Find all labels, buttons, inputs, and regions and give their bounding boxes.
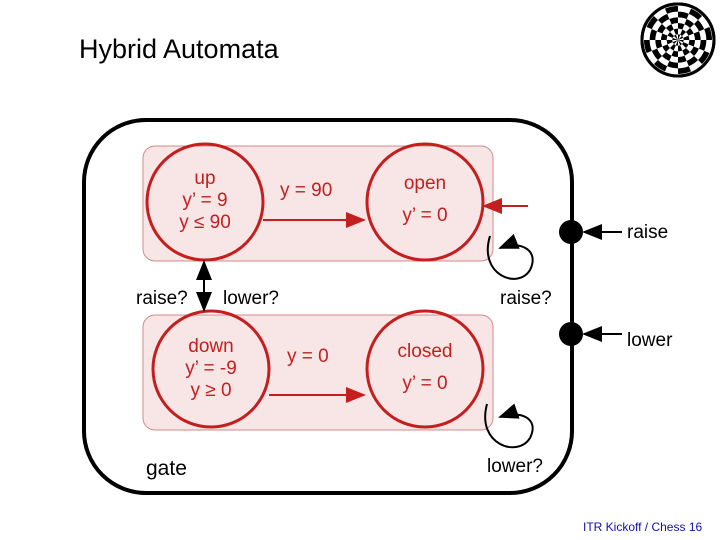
state-open-name: open [403,173,447,194]
checkered-disc-icon [642,4,714,76]
state-down-name: down [188,336,234,357]
event-lower-left: lower? [223,288,279,309]
state-closed-label [385,336,465,400]
guard-up-to-open: y = 90 [280,180,333,201]
state-up-name: up [194,168,216,189]
state-closed-flow: y’ = 0 [402,373,448,394]
automaton-name: gate [146,457,187,480]
port-lower [559,322,583,346]
state-up-flow: y’ = 9 [182,190,228,211]
port-raise [559,220,583,244]
selfloop-open [488,236,533,279]
state-down-flow: y’ = -9 [185,358,237,379]
state-down-label [171,336,251,402]
port-lower-label: lower [627,330,673,351]
slide-title: Hybrid Automata [79,34,279,64]
guard-down-to-closed: y = 0 [287,346,329,367]
port-raise-label: raise [627,222,669,243]
event-lower-self: lower? [487,456,543,477]
page-number: 16 [688,520,703,534]
state-closed-name: closed [397,341,453,362]
event-raise-self: raise? [500,288,552,309]
state-down-invariant: y ≥ 0 [190,380,232,401]
footer-text: ITR Kickoff / Chess [583,520,686,534]
state-open-flow: y’ = 0 [402,205,448,226]
state-up-label [165,168,245,234]
event-raise-left: raise? [136,288,188,309]
state-up-invariant: y ≤ 90 [179,212,231,233]
state-open-label [385,168,465,232]
footer [583,520,702,534]
